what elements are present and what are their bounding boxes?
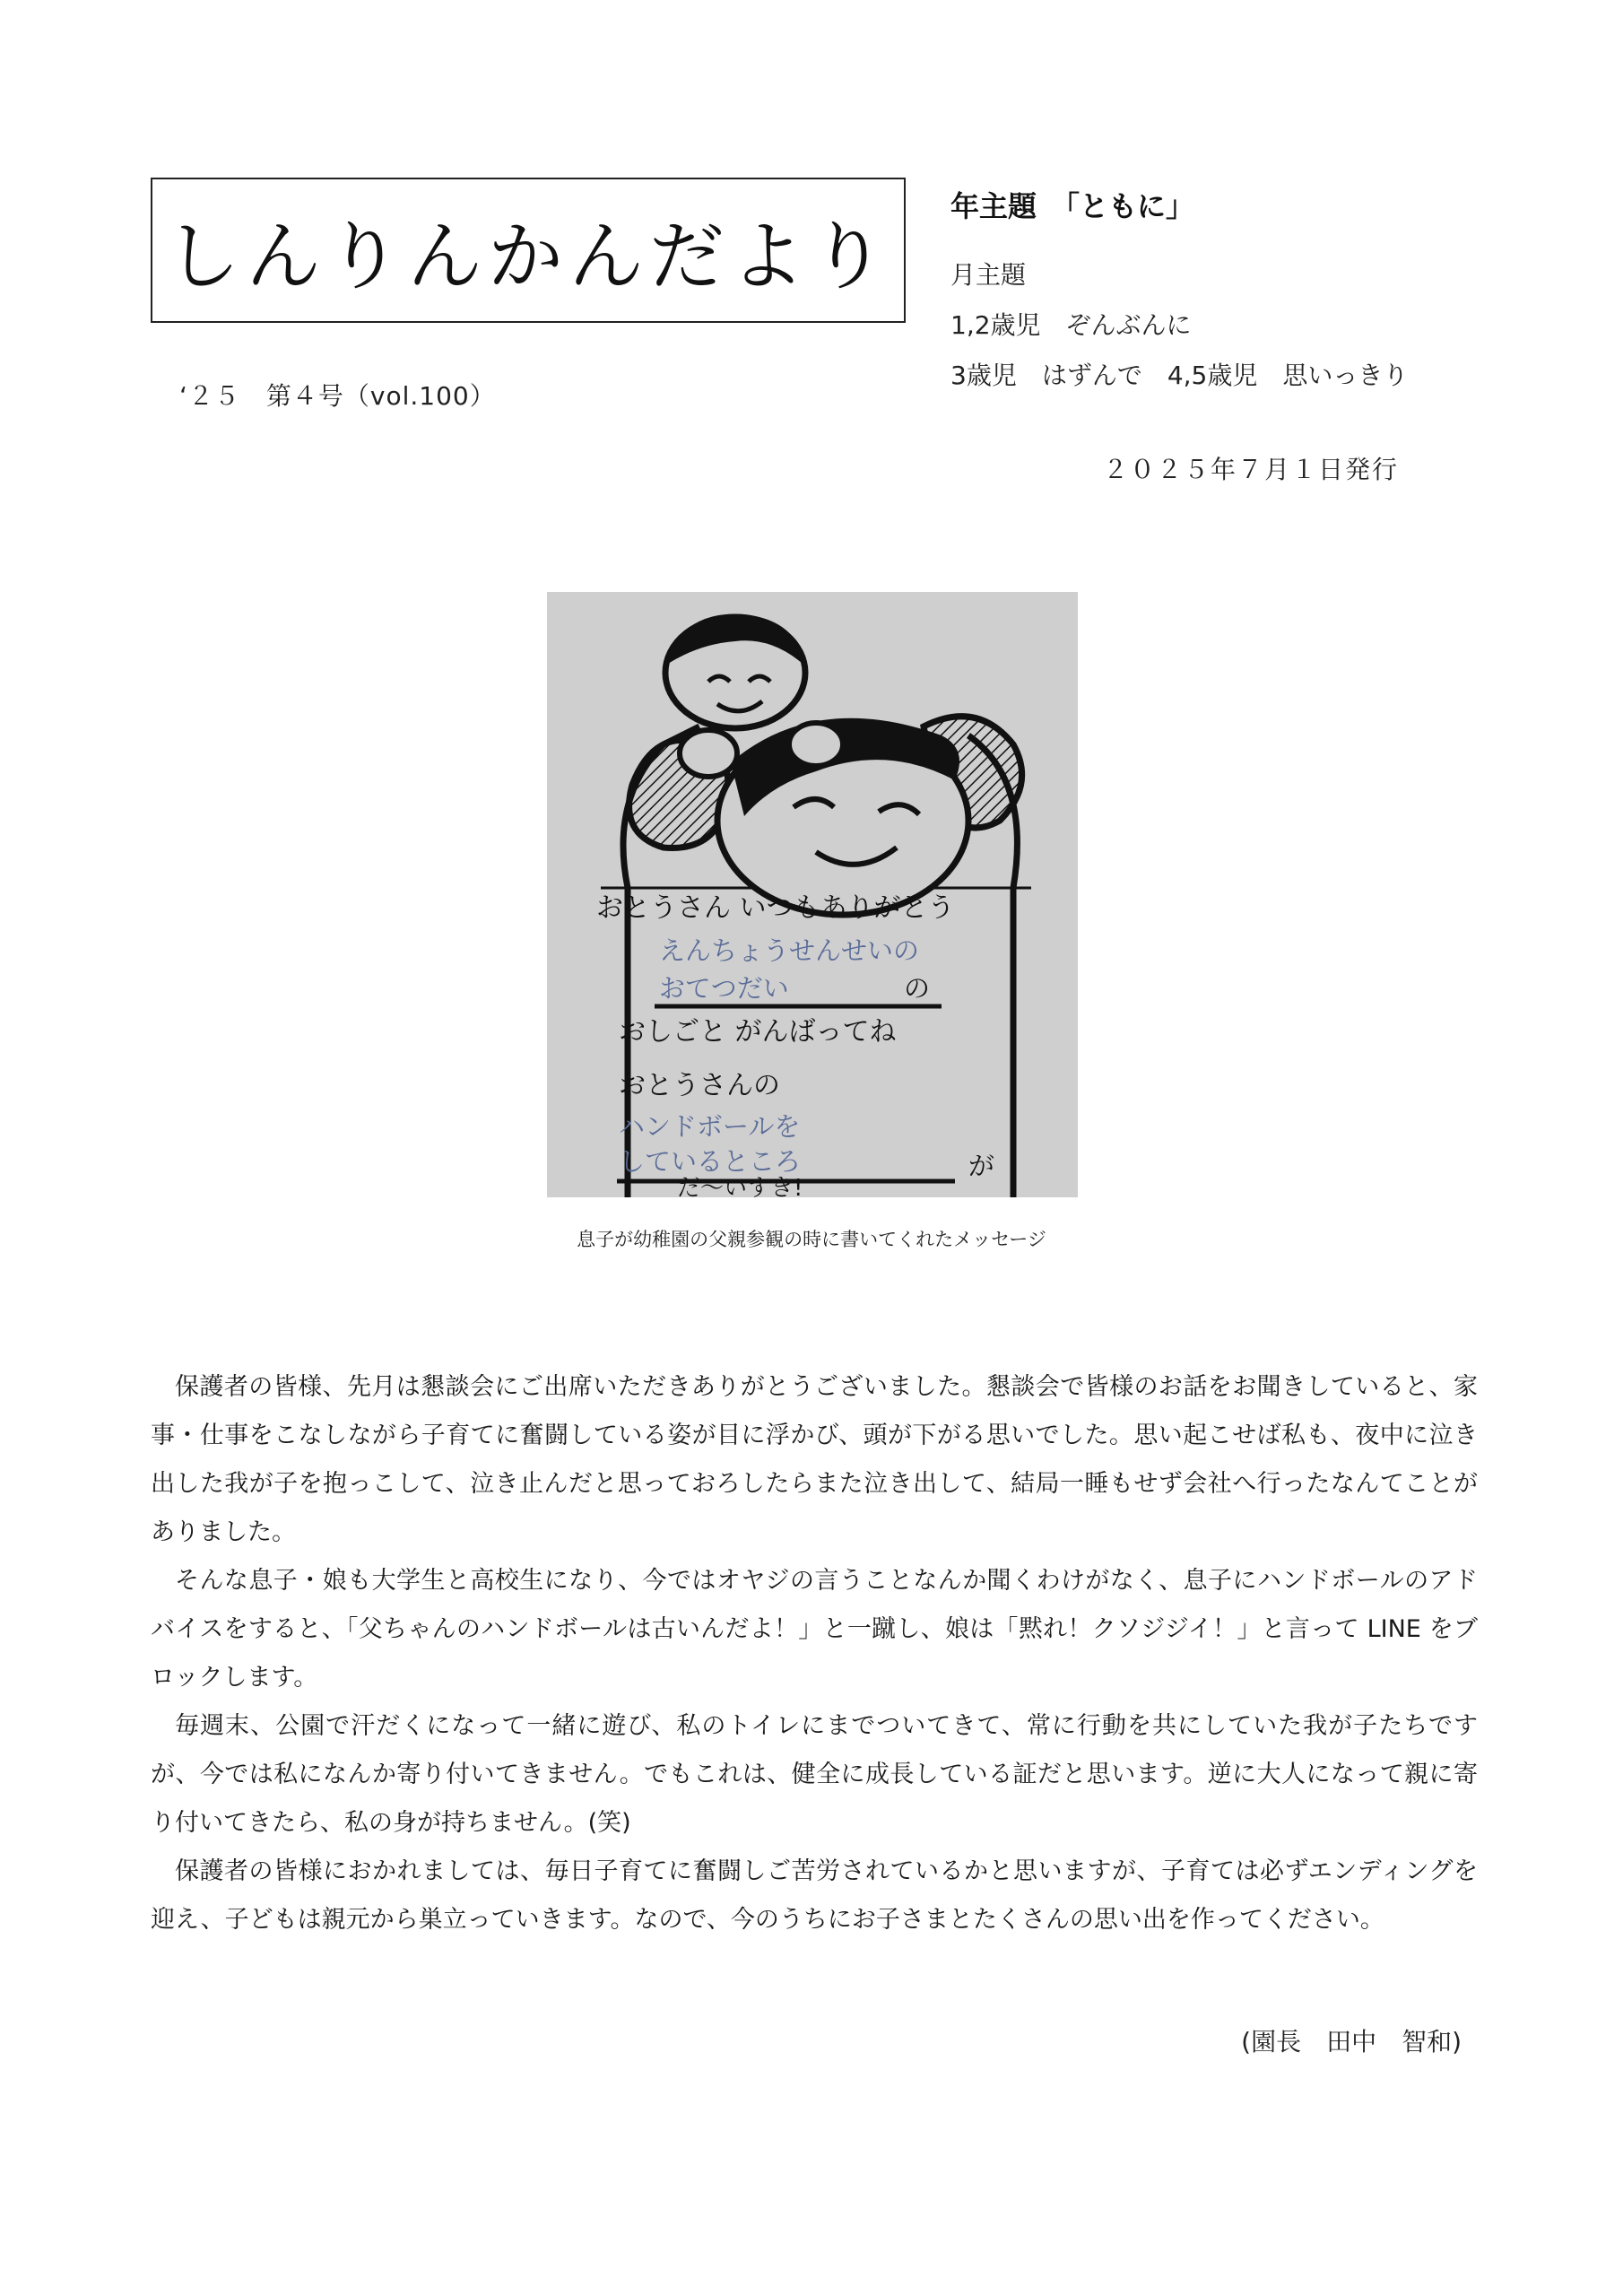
drawing-line-thanks: おとうさん いつもありがとう: [596, 892, 955, 924]
drawing-line-particle-ga: が: [968, 1151, 995, 1181]
publish-date: ２０２５年７月１日発行: [1103, 455, 1400, 484]
theme-block: [950, 184, 1596, 410]
drawing-line-love: だ〜いすき!: [677, 1175, 803, 1197]
drawing-line-work: おしごと がんばってね: [619, 1016, 897, 1048]
newsletter-title-box: [151, 178, 906, 323]
drawing-line-principal: えんちょうせんせいの: [659, 935, 920, 966]
article-body: [151, 1363, 1478, 1944]
month-theme-young: 1,2歳児 ぞんぶんに: [950, 310, 1192, 340]
month-theme-label: 月主題: [950, 260, 1027, 290]
newsletter-title: しんりんかんだより: [164, 212, 891, 300]
article-paragraph: 保護者の皆様におかれましては、毎日子育てに奮闘しご苦労されているかと思いますが、子育ては必ずエンディングを迎え、子どもは親元から巣立っていきます。なので、今のうちにお子さまとたくさんの思い出を作ってください。: [151, 1857, 1478, 1934]
photo-caption: 息子が幼稚園の父親参観の時に書いてくれたメッセージ: [577, 1229, 1046, 1250]
year-theme: 年主題 「ともに」: [950, 189, 1195, 223]
article-paragraph: そんな息子・娘も大学生と高校生になり、今ではオヤジの言うことなんか聞くわけがなく、息子にハンドボールのアドバイスをすると、「父ちゃんのハンドボールは古いんだよ！」と一蹴し、娘は「黙れ！クソジジイ！」と言って LINE をブロックします。: [151, 1567, 1478, 1692]
month-theme-older: 3歳児 はずんで 4,5歳児 思いっきり: [950, 361, 1409, 390]
article-paragraph: 保護者の皆様、先月は懇談会にご出席いただきありがとうございました。懇談会で皆様のお話をお聞きしていると、家事・仕事をこなしながら子育てに奮闘している姿が目に浮かび、頭が下がる思いでした。思い起こせば私も、夜中に泣き出した我が子を抱っこして、泣き止んだと思っておろしたらまた泣き出して、結局一睡もせず会社へ行ったなんてことがありました。: [151, 1373, 1478, 1546]
child-drawing-photo: [547, 592, 1078, 1197]
drawing-line-particle-no: の: [904, 973, 931, 1004]
author-signature: (園長 田中 智和): [1241, 2027, 1462, 2057]
drawing-line-help: おてつだい: [659, 973, 789, 1004]
child-drawing-illustration: [547, 592, 1078, 1197]
issue-number: ‘２５ 第４号（vol.100）: [179, 381, 496, 411]
drawing-line-handball: ハンドボールを: [619, 1111, 801, 1142]
drawing-line-playing: しているところ: [619, 1146, 802, 1177]
article-paragraph: 毎週末、公園で汗だくになって一緒に遊び、私のトイレにまでついてきて、常に行動を共にしていた我が子たちですが、今では私になんか寄り付いてきません。でもこれは、健全に成長している証だと思います。逆に大人になって親に寄り付いてきたら、私の身が持ちません。(笑): [151, 1712, 1478, 1837]
drawing-line-father: おとうさんの: [619, 1070, 780, 1101]
